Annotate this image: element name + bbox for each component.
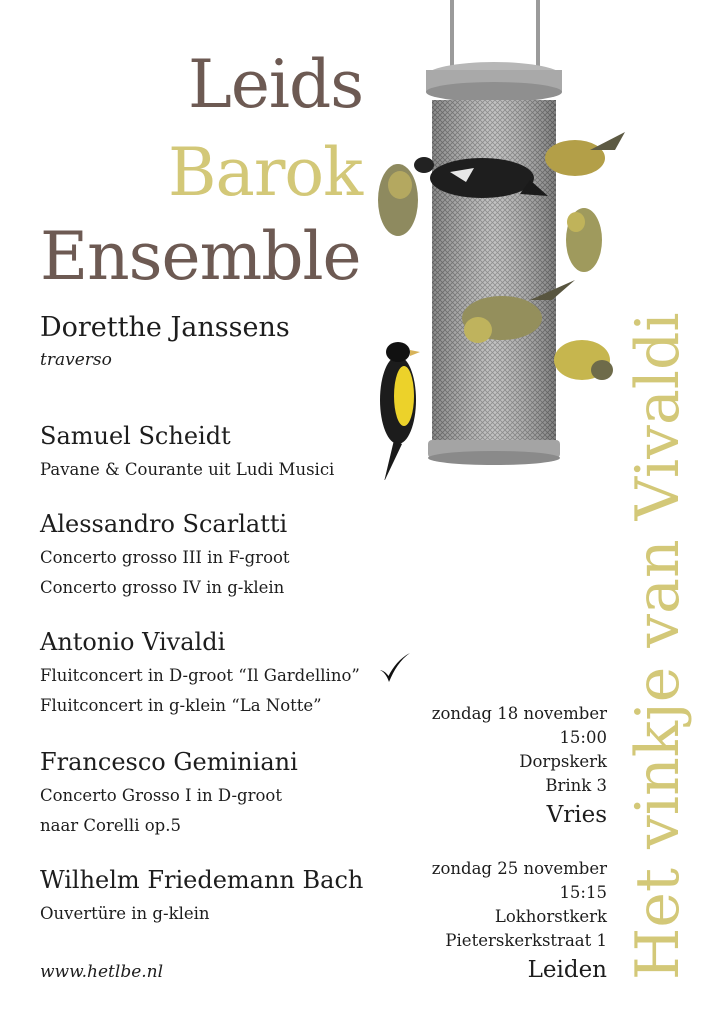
work-title: Concerto grosso III in F-groot — [40, 548, 290, 567]
bird-icon — [554, 340, 613, 380]
website-link[interactable]: www.hetlbe.nl — [40, 962, 164, 982]
work-title: Fluitconcert in D-groot “Il Gardellino” — [40, 666, 360, 685]
check-mark-icon — [376, 650, 412, 686]
concert-date: zondag 18 november — [431, 704, 607, 723]
concert-date: zondag 25 november — [431, 859, 607, 878]
title-leids: Leids — [188, 46, 364, 123]
work-title: naar Corelli op.5 — [40, 816, 181, 835]
concert-city: Leiden — [527, 957, 607, 983]
bird-icon — [380, 342, 420, 480]
bird-icon — [545, 132, 625, 176]
work-title: Fluitconcert in g-klein “La Notte” — [40, 696, 322, 715]
bird-icon — [566, 208, 602, 272]
bird-icon — [378, 164, 418, 236]
composer-name: Antonio Vivaldi — [40, 628, 226, 656]
bird-feeder-photo — [370, 0, 630, 480]
concert-address: Pieterskerkstraat 1 — [445, 931, 607, 950]
work-title: Concerto Grosso I in D-groot — [40, 786, 282, 805]
concert-time: 15:15 — [559, 883, 607, 902]
concert-address: Brink 3 — [545, 776, 607, 795]
concert-venue: Dorpskerk — [519, 752, 607, 771]
concert-time: 15:00 — [559, 728, 607, 747]
composer-name: Francesco Geminiani — [40, 748, 298, 776]
composer-name: Alessandro Scarlatti — [40, 510, 288, 538]
title-ensemble: Ensemble — [40, 218, 361, 295]
work-title: Concerto grosso IV in g-klein — [40, 578, 285, 597]
soloist-name: Doretthe Janssens — [40, 312, 290, 343]
composer-name: Wilhelm Friedemann Bach — [40, 866, 364, 894]
concert-title: Het vinkje van Vivaldi — [623, 312, 693, 980]
work-title: Pavane & Courante uit Ludi Musici — [40, 460, 335, 479]
title-barok: Barok — [168, 134, 363, 211]
composer-name: Samuel Scheidt — [40, 422, 231, 450]
work-title: Ouvertüre in g-klein — [40, 904, 210, 923]
soloist-instrument: traverso — [40, 350, 112, 370]
concert-venue: Lokhorstkerk — [494, 907, 607, 926]
concert-city: Vries — [546, 802, 607, 828]
